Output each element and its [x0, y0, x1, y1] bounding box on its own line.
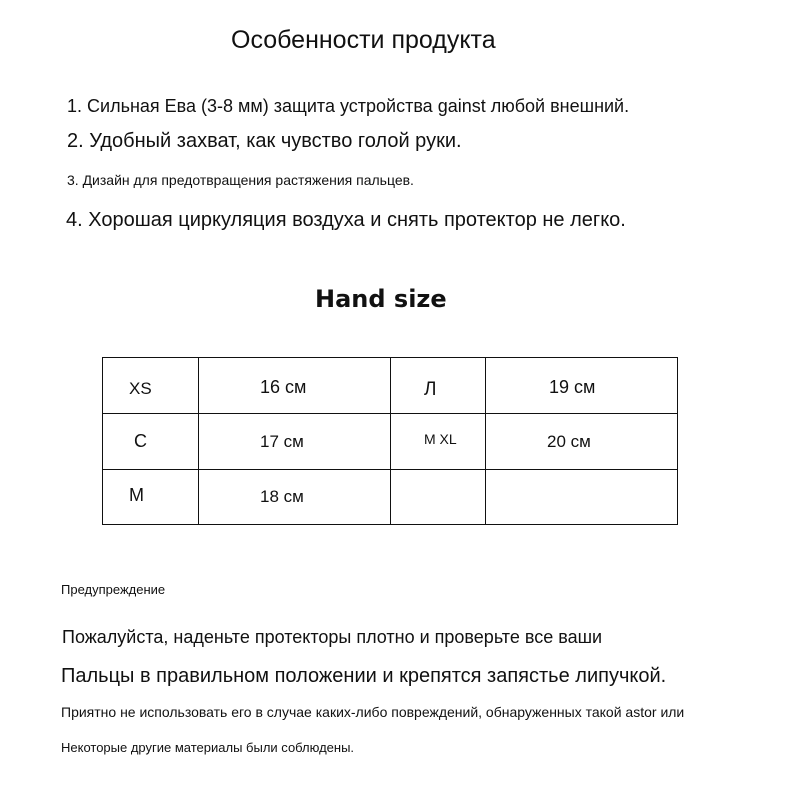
feature-item: 4. Хорошая циркуляция воздуха и снять протектор не легко. [66, 209, 626, 231]
size-label-cell: M [129, 485, 144, 505]
size-value-cell: 20 см [547, 432, 591, 451]
size-value-cell: 16 см [260, 377, 307, 397]
feature-item: 2. Удобный захват, как чувство голой руки. [67, 130, 462, 152]
warning-line: Приятно не использовать его в случае каких-либо повреждений, обнаруженных такой astor или [61, 704, 685, 720]
warning-heading: Предупреждение [61, 582, 166, 597]
size-label-cell: С [134, 431, 147, 451]
table-column-divider [198, 357, 199, 525]
product-features-title: Особенности продукта [231, 26, 496, 54]
size-label-cell: XS [129, 379, 152, 398]
size-label-cell: M XL [424, 431, 457, 447]
feature-item: 1. Сильная Ева (3-8 мм) защита устройства gainst любой внешний. [67, 96, 630, 116]
warning-line: Пальцы в правильном положении и крепятся запястье липучкой. [61, 665, 667, 687]
feature-item: 3. Дизайн для предотвращения растяжения пальцев. [67, 172, 414, 188]
table-border [677, 357, 678, 525]
warning-line: Пожалуйста, наденьте протекторы плотно и проверьте все ваши [62, 627, 603, 647]
table-column-divider [390, 357, 391, 525]
size-value-cell: 17 см [260, 432, 304, 451]
hand-size-title: Hand size [315, 285, 447, 313]
table-border [102, 357, 103, 525]
table-column-divider [485, 357, 486, 525]
size-value-cell: 18 см [260, 487, 304, 506]
warning-line: Некоторые другие материалы были соблюдены. [61, 740, 355, 755]
size-label-cell: Л [424, 379, 437, 400]
size-value-cell: 19 см [549, 377, 596, 397]
hand-size-table [102, 357, 678, 525]
